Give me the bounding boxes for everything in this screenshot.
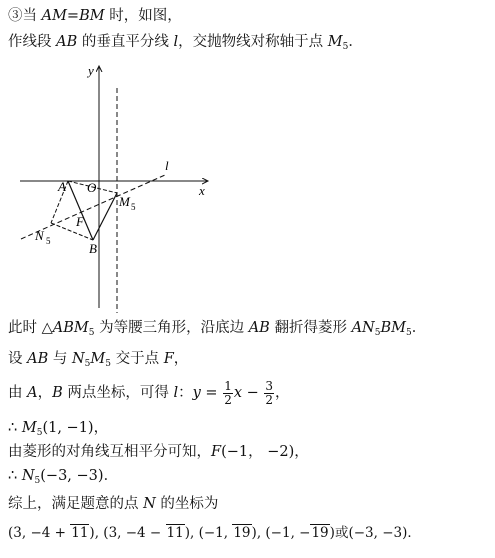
- fraction-1: $\frac{1}{2}$: [224, 378, 232, 407]
- geometry-figure: [15, 58, 215, 320]
- label-m5-sub: 5: [131, 202, 136, 212]
- label-y: y: [88, 63, 94, 78]
- sqrt-1: 11: [71, 525, 89, 541]
- label-l: l: [165, 158, 169, 173]
- case-number: ③: [8, 8, 23, 24]
- label-m5: M: [119, 194, 130, 209]
- construction-line: 作线段 AB 的垂直平分线 l，交抛物线对称轴于点 $M_5$．: [8, 34, 363, 52]
- summary-line: 综上，满足题意的点 N 的坐标为: [8, 496, 219, 512]
- condition: AM=BM: [41, 8, 105, 24]
- answer-line: (3, −4 + 11), (3, −4 − 11), (−1, 19), (−1, −19)或(−3, −3)．: [8, 525, 421, 541]
- label-b: B: [89, 241, 97, 256]
- label-a: A: [58, 179, 66, 194]
- sentence-5: 由菱形的对角线互相平分可知，F(−1， −2)，: [8, 444, 309, 460]
- sentence-2: 设 AB 与 $N_5M_5$ 交于点 F，: [8, 351, 189, 369]
- sqrt-4: 19: [311, 525, 329, 541]
- sentence-6: ∴ $N_5(-3$, −3)．: [8, 468, 119, 486]
- fraction-2: $\frac{3}{2}$: [265, 378, 274, 407]
- label-f: F: [76, 214, 84, 229]
- label-origin: O: [87, 180, 97, 195]
- label-n5: N: [35, 228, 44, 243]
- sentence-4: ∴ $M_5(1$, −1)，: [8, 420, 109, 438]
- sentence-1: 此时 $\triangle ABM_5$ 为等腰三角形，沿底边 AB 翻折得菱形 $AN_5BM_5$．: [8, 320, 427, 338]
- label-n5-sub: 5: [46, 236, 51, 246]
- sqrt-3: 19: [233, 525, 251, 541]
- segment-bm5: [93, 193, 117, 240]
- label-x: x: [199, 183, 205, 198]
- sentence-3: 由 A，B 两点坐标，可得 l：y = $\frac{1}{2}$ x − $\frac{3}{2}$ ，: [8, 378, 290, 407]
- case-intro-line: ③当 AM=BM 时，如图，: [8, 8, 182, 24]
- sqrt-2: 11: [166, 525, 184, 541]
